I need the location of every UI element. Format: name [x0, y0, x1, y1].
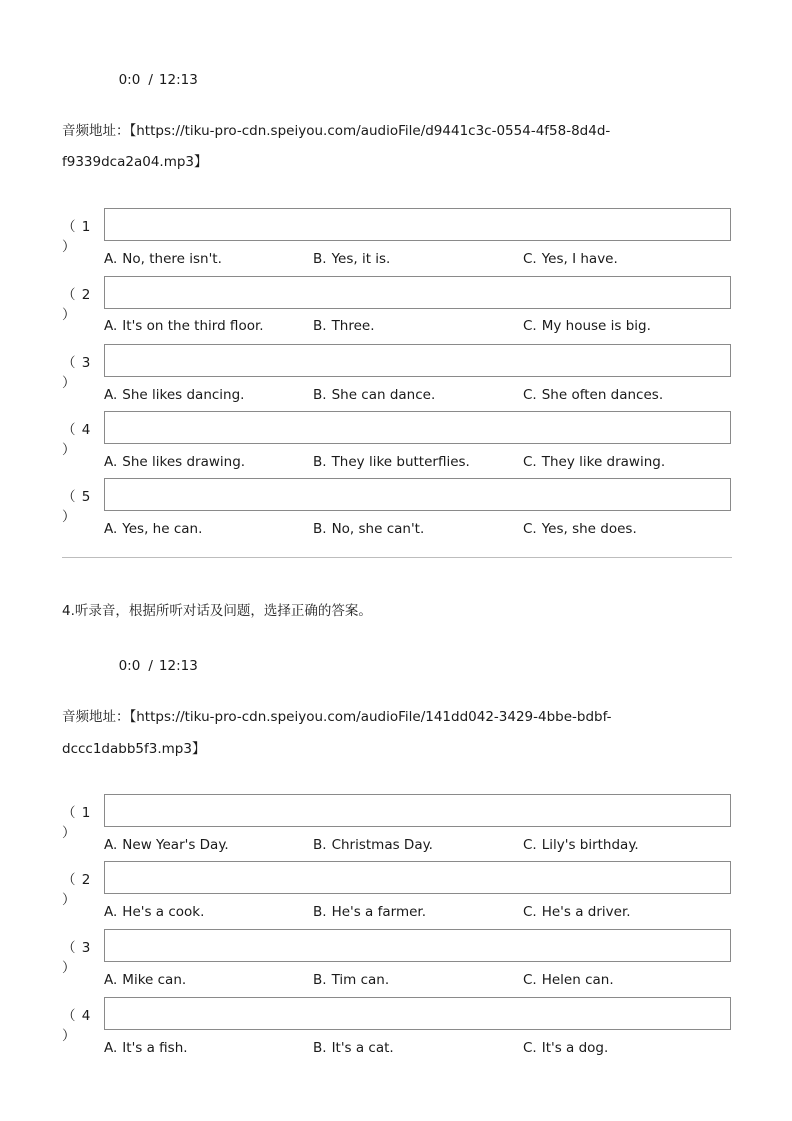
option-b[interactable]	[313, 837, 433, 853]
option-c[interactable]	[523, 1040, 608, 1056]
option-text: It's a cat.	[331, 1040, 394, 1056]
player-total-time: 12:13	[158, 658, 198, 674]
option-text: She often dances.	[541, 387, 664, 403]
option-c[interactable]	[523, 972, 614, 988]
option-c[interactable]	[523, 521, 637, 537]
answer-box[interactable]	[104, 276, 731, 309]
player-separator: /	[148, 72, 153, 88]
answer-box[interactable]	[104, 929, 731, 962]
option-text: Lily's birthday.	[541, 837, 639, 853]
question-number: （ 1 ）	[62, 219, 92, 255]
option-letter: C.	[523, 387, 537, 403]
option-b[interactable]	[313, 251, 390, 267]
option-letter: B.	[313, 837, 327, 853]
option-letter: C.	[523, 904, 537, 920]
question-number: （ 5 ）	[62, 489, 92, 525]
option-text: She likes dancing.	[122, 387, 245, 403]
player-current-time: 0:0	[118, 658, 141, 674]
player-total-time: 12:13	[158, 72, 198, 88]
option-text: No, she can't.	[331, 521, 425, 537]
option-letter: B.	[313, 1040, 327, 1056]
option-text: Yes, she does.	[541, 521, 637, 537]
question-number: （ 2 ）	[62, 287, 92, 323]
option-letter: B.	[313, 251, 327, 267]
option-text: Yes, it is.	[331, 251, 391, 267]
option-a[interactable]	[104, 251, 222, 267]
option-letter: A.	[104, 521, 118, 537]
question-number: （ 4 ）	[62, 422, 92, 458]
option-letter: A.	[104, 318, 118, 334]
section-divider	[62, 557, 732, 558]
question-number: （ 3 ）	[62, 940, 92, 976]
option-a[interactable]	[104, 904, 204, 920]
option-text: Mike can.	[122, 972, 187, 988]
option-text: My house is big.	[541, 318, 651, 334]
option-text: Tim can.	[331, 972, 390, 988]
option-text: New Year's Day.	[122, 837, 229, 853]
option-text: He's a farmer.	[331, 904, 427, 920]
option-letter: A.	[104, 251, 118, 267]
audio-url-line-1: 音频地址：【https://tiku-pro-cdn.speiyou.com/audioFile/d9441c3c-0554-4f58-8d4d-	[62, 123, 611, 139]
option-a[interactable]	[104, 318, 264, 334]
option-b[interactable]	[313, 904, 426, 920]
option-b[interactable]	[313, 318, 375, 334]
audio-url-line-1: 音频地址：【https://tiku-pro-cdn.speiyou.com/audioFile/141dd042-3429-4bbe-bdbf-	[62, 709, 612, 725]
option-text: It's a fish.	[122, 1040, 188, 1056]
question-number: （ 1 ）	[62, 805, 92, 841]
option-letter: B.	[313, 972, 327, 988]
option-text: She can dance.	[331, 387, 436, 403]
option-letter: A.	[104, 837, 118, 853]
option-letter: B.	[313, 454, 327, 470]
option-text: Yes, I have.	[541, 251, 618, 267]
option-letter: B.	[313, 387, 327, 403]
option-a[interactable]	[104, 521, 202, 537]
option-letter: A.	[104, 1040, 118, 1056]
answer-box[interactable]	[104, 208, 731, 241]
option-c[interactable]	[523, 454, 665, 470]
player-current-time: 0:0	[118, 72, 141, 88]
option-a[interactable]	[104, 387, 244, 403]
option-letter: A.	[104, 454, 118, 470]
option-c[interactable]	[523, 837, 639, 853]
audio-player[interactable]	[110, 56, 198, 88]
answer-box[interactable]	[104, 997, 731, 1030]
option-b[interactable]	[313, 521, 424, 537]
option-letter: B.	[313, 521, 327, 537]
option-text: Three.	[331, 318, 375, 334]
option-a[interactable]	[104, 972, 186, 988]
option-letter: A.	[104, 387, 118, 403]
option-text: Christmas Day.	[331, 837, 433, 853]
option-letter: B.	[313, 904, 327, 920]
answer-box[interactable]	[104, 794, 731, 827]
question-number: （ 2 ）	[62, 872, 92, 908]
option-c[interactable]	[523, 904, 631, 920]
option-text: It's a dog.	[541, 1040, 609, 1056]
audio-url-line-2: f9339dca2a04.mp3】	[62, 154, 208, 170]
option-letter: C.	[523, 972, 537, 988]
option-c[interactable]	[523, 251, 618, 267]
answer-box[interactable]	[104, 411, 731, 444]
answer-box[interactable]	[104, 861, 731, 894]
option-letter: B.	[313, 318, 327, 334]
option-b[interactable]	[313, 454, 470, 470]
option-letter: C.	[523, 837, 537, 853]
answer-box[interactable]	[104, 344, 731, 377]
option-text: It's on the third floor.	[122, 318, 264, 334]
option-a[interactable]	[104, 454, 245, 470]
option-text: They like drawing.	[541, 454, 666, 470]
option-letter: C.	[523, 251, 537, 267]
option-text: She likes drawing.	[122, 454, 246, 470]
option-a[interactable]	[104, 1040, 188, 1056]
audio-player[interactable]	[110, 642, 198, 674]
option-a[interactable]	[104, 837, 229, 853]
player-separator: /	[148, 658, 153, 674]
option-text: He's a cook.	[122, 904, 205, 920]
audio-url-line-2: dccc1dabb5f3.mp3】	[62, 741, 206, 757]
option-letter: A.	[104, 972, 118, 988]
option-text: He's a driver.	[541, 904, 631, 920]
question-number: （ 4 ）	[62, 1008, 92, 1044]
option-c[interactable]	[523, 318, 651, 334]
option-text: They like butterflies.	[331, 454, 470, 470]
answer-box[interactable]	[104, 478, 731, 511]
option-b[interactable]	[313, 972, 389, 988]
option-text: No, there isn't.	[122, 251, 222, 267]
option-letter: C.	[523, 521, 537, 537]
option-text: Yes, he can.	[122, 521, 203, 537]
option-b[interactable]	[313, 387, 435, 403]
option-text: Helen can.	[541, 972, 614, 988]
question-number: （ 3 ）	[62, 355, 92, 391]
option-b[interactable]	[313, 1040, 394, 1056]
option-letter: C.	[523, 318, 537, 334]
option-letter: A.	[104, 904, 118, 920]
option-letter: C.	[523, 1040, 537, 1056]
option-letter: C.	[523, 454, 537, 470]
option-c[interactable]	[523, 387, 663, 403]
section-instruction: 4.听录音，根据所听对话及问题，选择正确的答案。	[62, 603, 372, 619]
